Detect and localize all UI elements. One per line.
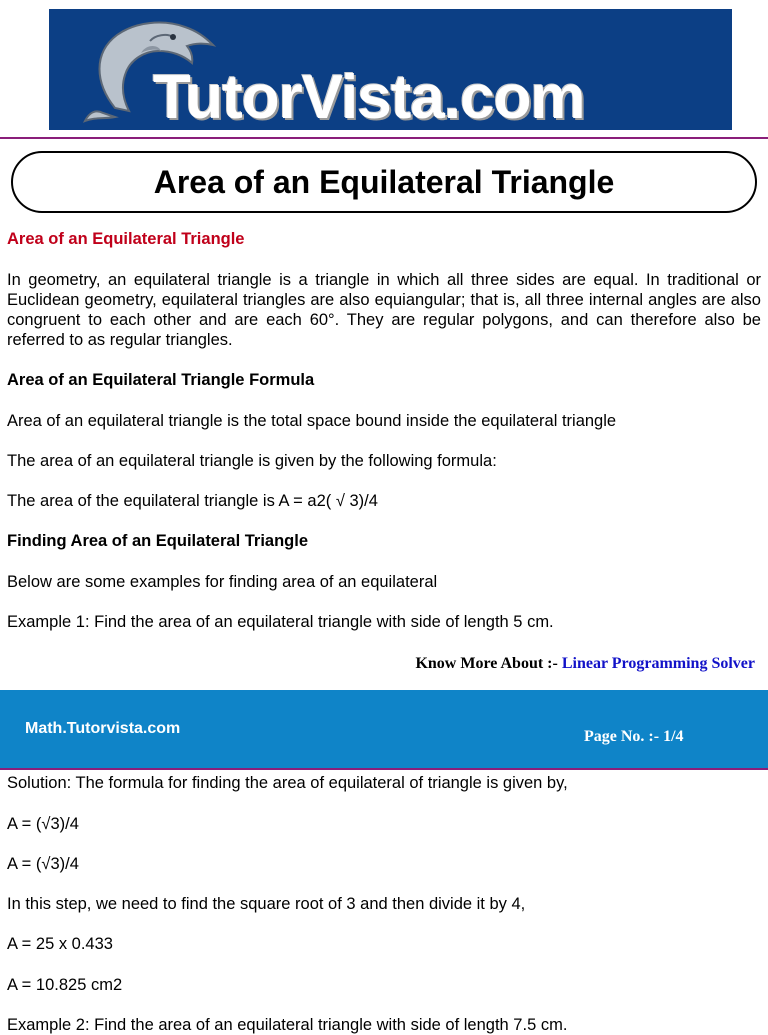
logo-trademark: TM [735,87,753,101]
examples-intro-text: Below are some examples for finding area of an equilateral [7,573,438,591]
footer-page-number: Page No. :- 1/4 [584,728,684,745]
footer-site-name: Math.Tutorvista.com [25,720,181,737]
solution-step-5: A = 10.825 cm2 [7,976,123,994]
solution-step-3: In this step, we need to find the square root of 3 and then divide it by 4, [7,895,526,913]
solution-step-4: A = 25 x 0.433 [7,935,113,953]
linear-programming-solver-link[interactable]: Linear Programming Solver [561,655,755,672]
formula-text: The area of the equilateral triangle is A = a2( √ 3)/4 [7,492,378,510]
solution-step-2: A = (√3)/4 [7,855,79,873]
logo-wordmark: TutorVista.com [153,63,585,132]
header-divider [0,137,768,139]
solution-step-1: A = (√3)/4 [7,815,79,833]
page-title: Area of an Equilateral Triangle [11,151,757,213]
definition-text: Area of an equilateral triangle is the total space bound inside the equilateral triangle [7,412,617,430]
intro-paragraph: In geometry, an equilateral triangle is a triangle in which all three sides are equal. In traditional or Euclidean geometry, equilateral triangles are also equiangular; that is, all three internal angles are also congruent to each other and are each 60°. They are regular polygons, and can therefore also be referred to as regular triangles. [7,271,761,349]
tutorvista-logo [49,9,753,132]
finding-heading: Finding Area of an Equilateral Triangle [7,532,309,550]
know-more-label: Know More About :- [415,655,562,672]
formula-intro-text: The area of an equilateral triangle is given by the following formula: [7,452,497,470]
section-heading: Area of an Equilateral Triangle [7,230,245,248]
solution-text: Solution: The formula for finding the area of equilateral of triangle is given by, [7,774,568,792]
footer-divider [0,768,768,770]
example-2-text: Example 2: Find the area of an equilateral triangle with side of length 7.5 cm. [7,1016,568,1034]
formula-heading: Area of an Equilateral Triangle Formula [7,371,315,389]
example-1-text: Example 1: Find the area of an equilateral triangle with side of length 5 cm. [7,613,554,631]
know-more-line [415,655,755,673]
